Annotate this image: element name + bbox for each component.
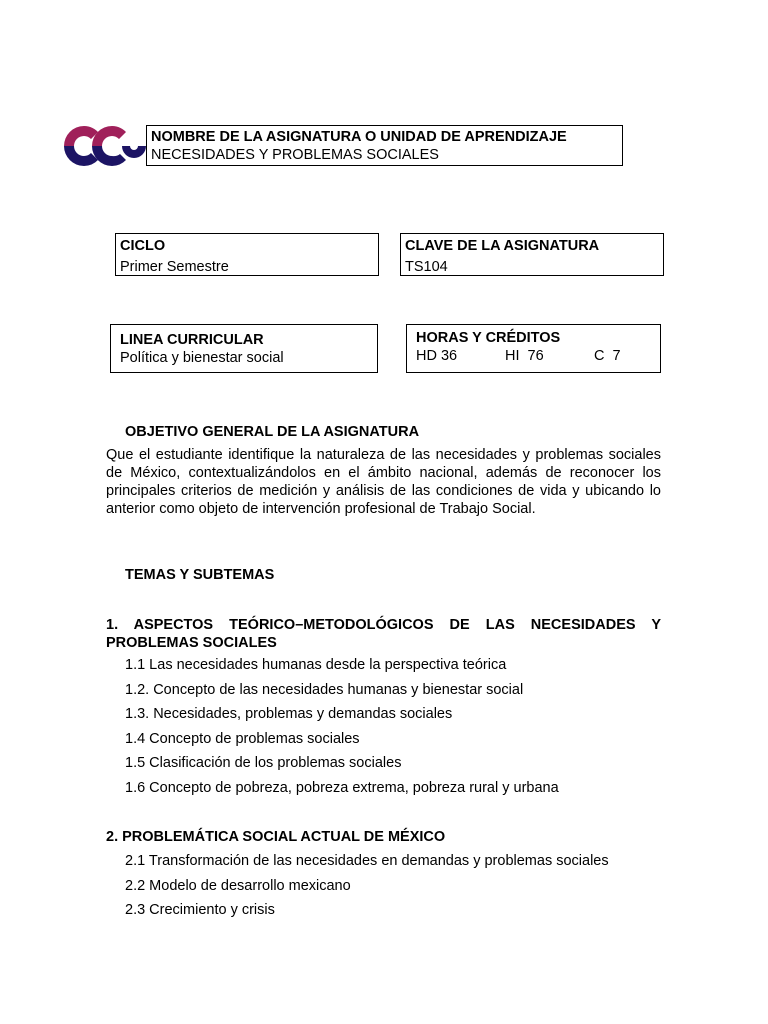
subject-name-value: NECESIDADES Y PROBLEMAS SOCIALES — [151, 147, 439, 163]
clave-box — [400, 233, 664, 276]
linea-curricular-value: Política y bienestar social — [120, 350, 284, 366]
horas-creditos-values — [411, 347, 656, 365]
horas-creditos-box — [406, 324, 661, 373]
list-item: 1.4 Concepto de problemas sociales — [125, 730, 360, 747]
ciclo-box — [115, 233, 379, 276]
list-item: 2.2 Modelo de desarrollo mexicano — [125, 877, 351, 894]
objetivo-text: Que el estudiante identifique la naturaleza de las necesidades y problemas sociales de México, contextualizándolos en el ámbito nacional, además de reconocer los principales criterios de medición y análisis de las condiciones de vida y ubicando lo anterior como objeto de intervención profesional de Trabajo Social. — [106, 447, 661, 517]
ciclo-value: Primer Semestre — [120, 259, 229, 275]
list-item: 1.2. Concepto de las necesidades humanas y bienestar social — [125, 681, 524, 698]
subject-name-box — [146, 125, 623, 166]
hours-hd: HD 36 — [416, 348, 458, 364]
horas-creditos-label: HORAS Y CRÉDITOS — [416, 330, 561, 346]
clave-label: CLAVE DE LA ASIGNATURA — [405, 238, 600, 254]
list-item: 1.5 Clasificación de los problemas sociales — [125, 755, 402, 772]
list-item: 1.3. Necesidades, problemas y demandas sociales — [125, 706, 453, 723]
list-item: 1.1 Las necesidades humanas desde la perspectiva teórica — [125, 657, 507, 673]
institution-logo — [60, 122, 146, 170]
list-item: 1.6 Concepto de pobreza, pobreza extrema, pobreza rural y urbana — [125, 779, 559, 796]
subject-name-label: NOMBRE DE LA ASIGNATURA O UNIDAD DE APRENDIZAJE — [151, 129, 567, 145]
ciclo-label: CICLO — [120, 238, 166, 254]
unit-2-list — [125, 852, 725, 926]
temas-heading: TEMAS Y SUBTEMAS — [125, 567, 275, 583]
unit-1-title: 1. ASPECTOS TEÓRICO–METODOLÓGICOS DE LAS NECESIDADES Y PROBLEMAS SOCIALES — [106, 617, 661, 651]
credits-c: C 7 — [594, 348, 621, 364]
list-item: 2.3 Crecimiento y crisis — [125, 902, 275, 919]
hours-hi: HI 76 — [505, 348, 544, 364]
linea-curricular-box — [110, 324, 378, 373]
list-item: 2.1 Transformación de las necesidades en demandas y problemas sociales — [125, 853, 609, 869]
objetivo-heading: OBJETIVO GENERAL DE LA ASIGNATURA — [125, 424, 420, 440]
unit-2-title: 2. PROBLEMÁTICA SOCIAL ACTUAL DE MÉXICO — [106, 829, 446, 845]
unit-1-list — [125, 656, 685, 804]
linea-curricular-label: LINEA CURRICULAR — [120, 332, 264, 348]
clave-value: TS104 — [405, 259, 448, 275]
